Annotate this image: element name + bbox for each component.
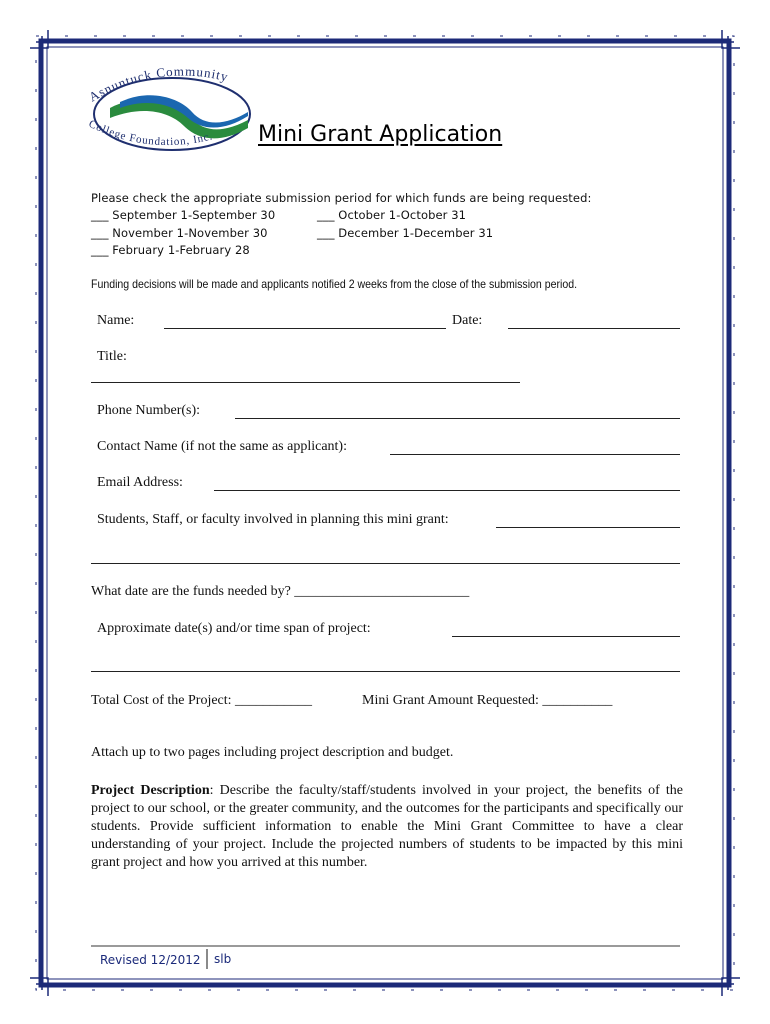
footer-divider (206, 949, 208, 969)
project-description (91, 782, 683, 872)
footer-initials: slb (214, 952, 232, 966)
attach-note: Attach up to two pages including project description and budget. (91, 745, 454, 760)
foundation-logo (80, 62, 270, 162)
name-label: Name: (97, 313, 135, 328)
logo-text-top: Asnuntuck Community (86, 63, 231, 105)
title-field[interactable] (91, 382, 520, 383)
name-field[interactable] (164, 328, 446, 329)
date-field[interactable] (508, 328, 680, 329)
involved-field-line2[interactable] (91, 563, 680, 564)
phone-field[interactable] (235, 418, 680, 419)
timespan-field[interactable] (452, 636, 680, 637)
project-description-text: : Describe the faculty/staff/students involved in your project, the benefits of the project to our school, or the greater community, and the outcomes for the participants and specifically our students. Provide sufficient information to enable the Mini Grant Committee to have a clear understanding of your project. Include the projected numbers of students to be impacted by this mini grant project and how you arrived at this number. (91, 783, 683, 870)
timespan-label: Approximate date(s) and/or time span of project: (97, 621, 371, 636)
period-option-oct[interactable]: ___ October 1-October 31 (317, 208, 467, 222)
total-cost-label[interactable]: Total Cost of the Project: ___________ (91, 693, 313, 708)
funding-note: Funding decisions will be made and applicants notified 2 weeks from the close of the submission period. (91, 277, 578, 291)
period-option-nov[interactable]: ___ November 1-November 30 (91, 226, 268, 240)
period-option-sep[interactable]: ___ September 1-September 30 (91, 208, 276, 222)
period-option-dec[interactable]: ___ December 1-December 31 (317, 226, 494, 240)
project-description-label: Project Description (91, 783, 210, 798)
funds-needed-label[interactable]: What date are the funds needed by? _________________________ (91, 584, 470, 599)
title-label: Title: (97, 349, 127, 364)
footer-rule (91, 945, 680, 947)
email-label: Email Address: (97, 475, 183, 490)
phone-label: Phone Number(s): (97, 403, 201, 418)
timespan-field-line2[interactable] (91, 671, 680, 672)
period-option-feb[interactable]: ___ February 1-February 28 (91, 243, 250, 257)
footer-revised: Revised 12/2012 (100, 953, 201, 967)
contact-label: Contact Name (if not the same as applicant): (97, 439, 347, 454)
contact-field[interactable] (390, 454, 680, 455)
email-field[interactable] (214, 490, 680, 491)
involved-label: Students, Staff, or faculty involved in planning this mini grant: (97, 512, 449, 527)
logo-text-bottom: College Foundation, Inc. (86, 117, 215, 149)
submission-instruction: Please check the appropriate submission period for which funds are being requested: (91, 191, 592, 205)
page-title: Mini Grant Application (258, 122, 503, 147)
date-label: Date: (452, 313, 483, 328)
amount-requested-label[interactable]: Mini Grant Amount Requested: __________ (362, 693, 613, 708)
involved-field[interactable] (496, 527, 680, 528)
